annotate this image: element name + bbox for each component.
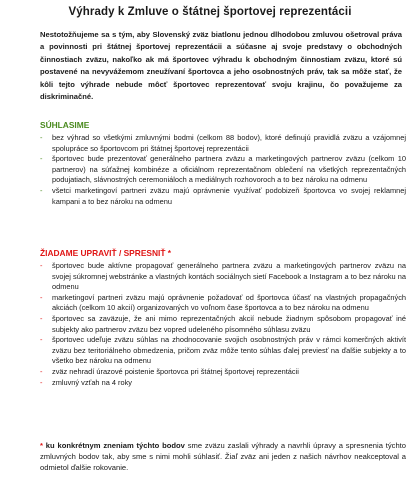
footnote-text: sme zväzu zaslali výhrady a navrhli úpravy a spresnenia týchto zmluvných bodov tak, aby sme s nimi mohli súhlasiť. Žiaľ zväz ani jeden z našich návrhov neakceptoval a odmietol ďalšie rokovanie.	[40, 441, 406, 472]
bullet-icon: -	[40, 292, 43, 302]
footnote-bold-text: ku konkrétnym zneniam týchto bodov	[42, 441, 185, 450]
list-item	[40, 314, 406, 335]
list-item	[40, 335, 406, 367]
list-item	[40, 154, 406, 186]
bullet-icon: -	[40, 335, 43, 345]
list-item-text: športovec bude prezentovať generálneho partnera zväzu a marketingových partnerov zväzu (celkom 10 partnerov) na súťažnej kombinéze a oficiálnom reprezentačnom oblečení na všetkých reprezentačných podujatiach, slávnostných ceremoniáloch a mediálnych rozhovoroch a to bez nároku na odmenu	[52, 154, 406, 185]
list-item-text: bez výhrad so všetkými zmluvnými bodmi (celkom 88 bodov), ktoré definujú pravidlá zväzu a vzájomnej spolupráce so športovcom pri štátnej športovej reprezentácii	[52, 133, 406, 153]
list-item	[40, 186, 406, 207]
list-item	[40, 378, 406, 389]
list-item-text: športovec bude aktívne propagovať generálneho partnera zväzu a marketingových partnerov zväzu na svojej súkromnej webstránke a vlastných kontách sociálnych sietí Facebook a Instagram a to bez nároku na odmenu	[52, 261, 406, 292]
bullet-icon: -	[40, 154, 43, 164]
list-item-text: športovec udeľuje zväzu súhlas na zhodnocovanie svojich osobnostných práv v rámci komerčných aktivít zväzu bez teritoriálneho obmedzenia, pričom zväz môže tento súhlas ďalej previesť na ďalšie subjekty a to všetko bez nároku na odmenu	[52, 335, 406, 366]
bullet-icon: -	[40, 366, 43, 376]
list-item	[40, 261, 406, 293]
agree-heading: SÚHLASIME	[40, 120, 90, 130]
list-item-text: marketingoví partneri zväzu majú oprávnenie požadovať od športovca účasť na vlastných propagačných akciách (celkom 10 akcií) organizovaných vo voľnom čase športovca a to bez nároku na odmenu	[52, 292, 406, 313]
footer-note	[40, 441, 406, 473]
bullet-icon: -	[40, 133, 43, 142]
agree-list	[40, 133, 406, 207]
list-item	[40, 293, 406, 314]
bullet-icon: -	[40, 377, 43, 387]
bullet-icon: -	[40, 185, 43, 195]
bullet-icon: -	[40, 313, 43, 323]
footnote-star: *	[40, 441, 43, 450]
list-item	[40, 367, 406, 378]
list-item-text: športovec sa zaväzuje, že ani mimo reprezentačných akcií nebude žiadnym spôsobom propagovať iné subjekty ako partnerov zväzu bez vopred udeleného písomného súhlasu zväzu	[52, 313, 406, 334]
bullet-icon: -	[40, 261, 43, 270]
document-title: Výhrady k Zmluve o štátnej športovej reprezentácii	[68, 6, 352, 18]
demand-heading: ŽIADAME UPRAVIŤ / SPRESNIŤ *	[40, 248, 172, 258]
intro-paragraph: Nestotožňujeme sa s tým, aby Slovenský zväz biatlonu jednou dlhodobou zmluvou ošetroval práva a povinnosti pri štátnej športovej reprezentácii a súčasne aj svoje predstavy o obchodných činnostiach zväzu, nakoľko ak má športovec výhradu k obchodným činnostiam zväzu, ktoré sú postavené na nevyvážemom zneužívaní športovca a jeho osobnostných práv, tak sa môže stať, že kôli tejto výhrade nebude môcť športovec reprezentovať svoju krajinu, čo považujeme za diskriminačné.	[40, 30, 402, 102]
demand-list	[40, 261, 406, 388]
list-item-text: všetci marketingoví partneri zväzu majú oprávnenie využívať podobizeň športovca vo svojej reklamnej kampani a to bez nároku na odmenu	[52, 185, 406, 206]
list-item-text: zmluvný vzťah na 4 roky	[52, 377, 132, 387]
list-item-text: zväz nehradí úrazové poistenie športovca pri štátnej športovej reprezentácii	[52, 366, 299, 376]
list-item	[40, 133, 406, 154]
